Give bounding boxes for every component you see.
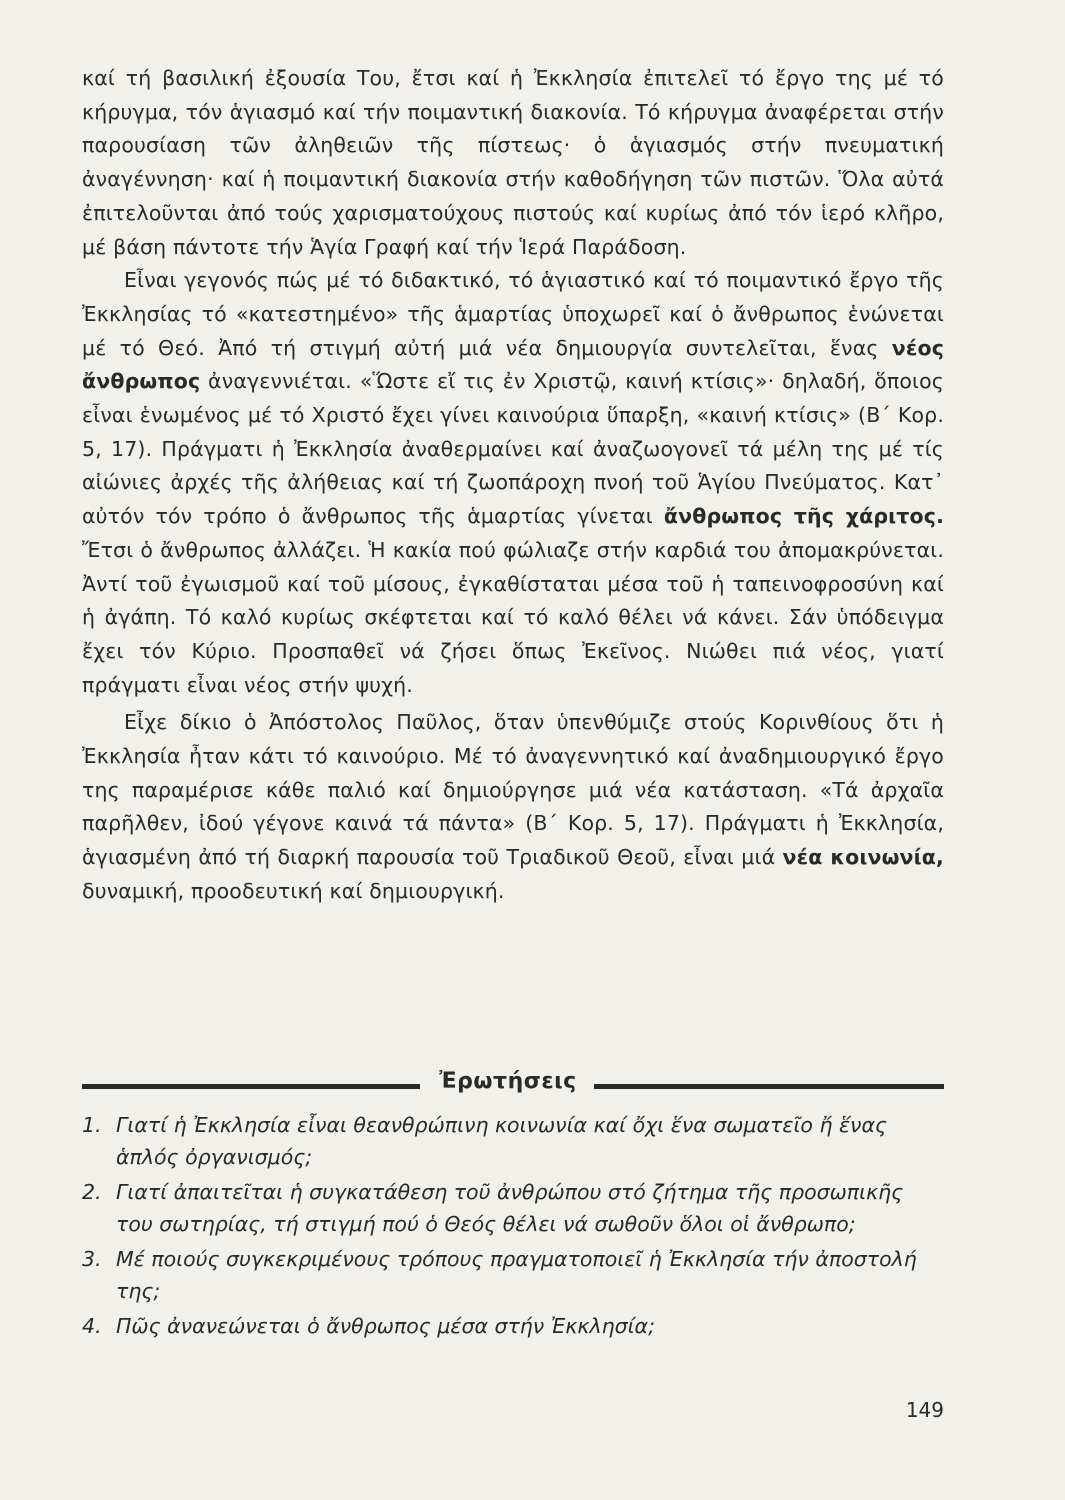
paragraph-3-text-a: Εἶχε δίκιο ὁ Ἀπόστολος Παῦλος, ὅταν ὑπενθύμιζε στούς Κορινθίους ὅτι ἡ Ἐκκλησία ἦταν κάτι τό καινούριο. Μέ τό ἀναγεννητικό καί ἀναδημιουργικό ἔργο της παραμέρισε κάθε παλιό καί δημιούργησε μιά νέα κατάσταση. «Τά ἀρχαῖα παρῆλθεν, ἰδού γέγονε καινά τά πάντα» (Β΄ Κορ. 5, 17). Πράγματι ἡ Ἐκκλησία, ἁγιασμένη ἀπό τή διαρκή παρουσία τοῦ Τριαδικοῦ Θεοῦ, εἶναι μιά [82,710,944,870]
questions-heading-row [82,1062,944,1102]
paragraph-3 [82,706,944,908]
question-number: 4. [82,1314,102,1338]
book-page [82,62,944,1462]
paragraph-3-text-b: δυναμική, προοδευτική καί δημιουργική. [82,878,505,903]
question-item [82,1244,944,1307]
paragraph-2-text-c: Ἔτσι ὁ ἄνθρωπος ἀλλάζει. Ἡ κακία πού φώλιαζε στήν καρδιά του ἀπομακρύνεται. Ἀντί τοῦ ἐγωισμοῦ καί τοῦ μίσους, ἐγκαθίσταται μέσα τοῦ ἡ ταπεινοφροσύνη καί ἡ ἀγάπη. Τό καλό κυρίως σκέφτεται καί τό καλό θέλει νά κάνει. Σάν ὑπόδειγμα ἔχει τόν Κύριο. Προσπαθεῖ νά ζήσει ὅπως Ἐκεῖνος. Νιώθει πιά νέος, γιατί πράγματι εἶναι νέος στήν ψυχή. [82,537,944,697]
question-text: Γιατί ἡ Ἐκκλησία εἶναι θεανθρώπινη κοινωνία καί ὄχι ἕνα σωματεῖο ἤ ἕνας ἁπλός ὀργανισμός; [116,1113,888,1169]
question-item [82,1311,944,1343]
paragraph-2-text-a: Εἶναι γεγονός πώς μέ τό διδακτικό, τό ἁγιαστικό καί τό ποιμαντικό ἔργο τῆς Ἐκκλησίας τό «κατεστημένο» τῆς ἁμαρτίας ὑποχωρεῖ καί ὁ ἄνθρωπος ἑνώνεται μέ τό Θεό. Ἀπό τή στιγμή αὐτή μιά νέα δημιουργία συντελεῖται, ἕνας [82,268,944,360]
question-text: Πῶς ἀνανεώνεται ὁ ἄνθρωπος μέσα στήν Ἐκκλησία; [116,1314,655,1338]
question-number: 2. [82,1180,102,1204]
questions-heading: Ἐρωτήσεις [439,1069,577,1094]
heading-rule-right [594,1084,944,1089]
question-item [82,1110,944,1173]
question-text: Μέ ποιούς συγκεκριμένους τρόπους πραγματοποιεῖ ἡ Ἐκκλησία τήν ἀποστολή της; [116,1247,917,1303]
question-number: 1. [82,1113,102,1137]
page-number: 149 [905,1398,944,1422]
paragraph-2 [82,264,944,702]
bold-phrase-new-community: νέα κοινωνία, [782,845,944,870]
heading-rule-left [82,1084,420,1089]
question-item [82,1177,944,1240]
bold-phrase-man-of-grace: ἄνθρωπος τῆς χάριτος. [663,504,945,529]
bold-phrase-new-man: νέος ἄνθρωπος [82,335,944,394]
question-number: 3. [82,1247,102,1271]
paragraph-1 [82,62,944,264]
question-text: Γιατί ἀπαιτεῖται ἡ συγκατάθεση τοῦ ἀνθρώπου στό ζήτημα τῆς προσωπικῆς του σωτηρίας, τή στιγμή πού ὁ Θεός θέλει νά σωθοῦν ὅλοι οἱ ἄνθρωπο; [116,1180,904,1236]
questions-list [82,1110,944,1347]
paragraph-1-text: καί τή βασιλική ἐξουσία Του, ἔτσι καί ἡ Ἐκκλησία ἐπιτελεῖ τό ἔργο της μέ τό κήρυγμα, τόν ἁγιασμό καί τήν ποιμαντική διακονία. Τό κήρυγμα ἀναφέρεται στήν παρουσίαση τῶν ἀληθειῶν τῆς πίστεως· ὁ ἁγιασμός στήν πνευματική ἀναγέννηση· καί ἡ ποιμαντική διακονία στήν καθοδήγηση τῶν πιστῶν. Ὅλα αὐτά ἐπιτελοῦνται ἀπό τούς χαρισματούχους πιστούς καί κυρίως ἀπό τόν ἱερό κλῆρο, μέ βάση πάντοτε τήν Ἁγία Γραφή καί τήν Ἱερά Παράδοση. [82,66,944,259]
paragraph-2-text-b: ἀναγεννιέται. «Ὥστε εἴ τις ἐν Χριστῷ, καινή κτίσις»· δηλαδή, ὅποιος εἶναι ἑνωμένος μέ τό Χριστό ἔχει γίνει καινούρια ὕπαρξη, «καινή κτίσις» (Β΄ Κορ. 5, 17). Πράγματι ἡ Ἐκκλησία ἀναθερμαίνει καί ἀναζωογονεῖ τά μέλη της μέ τίς αἰώνιες ἀρχές τῆς ἀλήθειας καί τή ζωοπάροχη πνοή τοῦ Ἁγίου Πνεύματος. Κατ᾽ αὐτόν τόν τρόπο ὁ ἄνθρωπος τῆς ἁμαρτίας γίνεται [82,369,944,529]
